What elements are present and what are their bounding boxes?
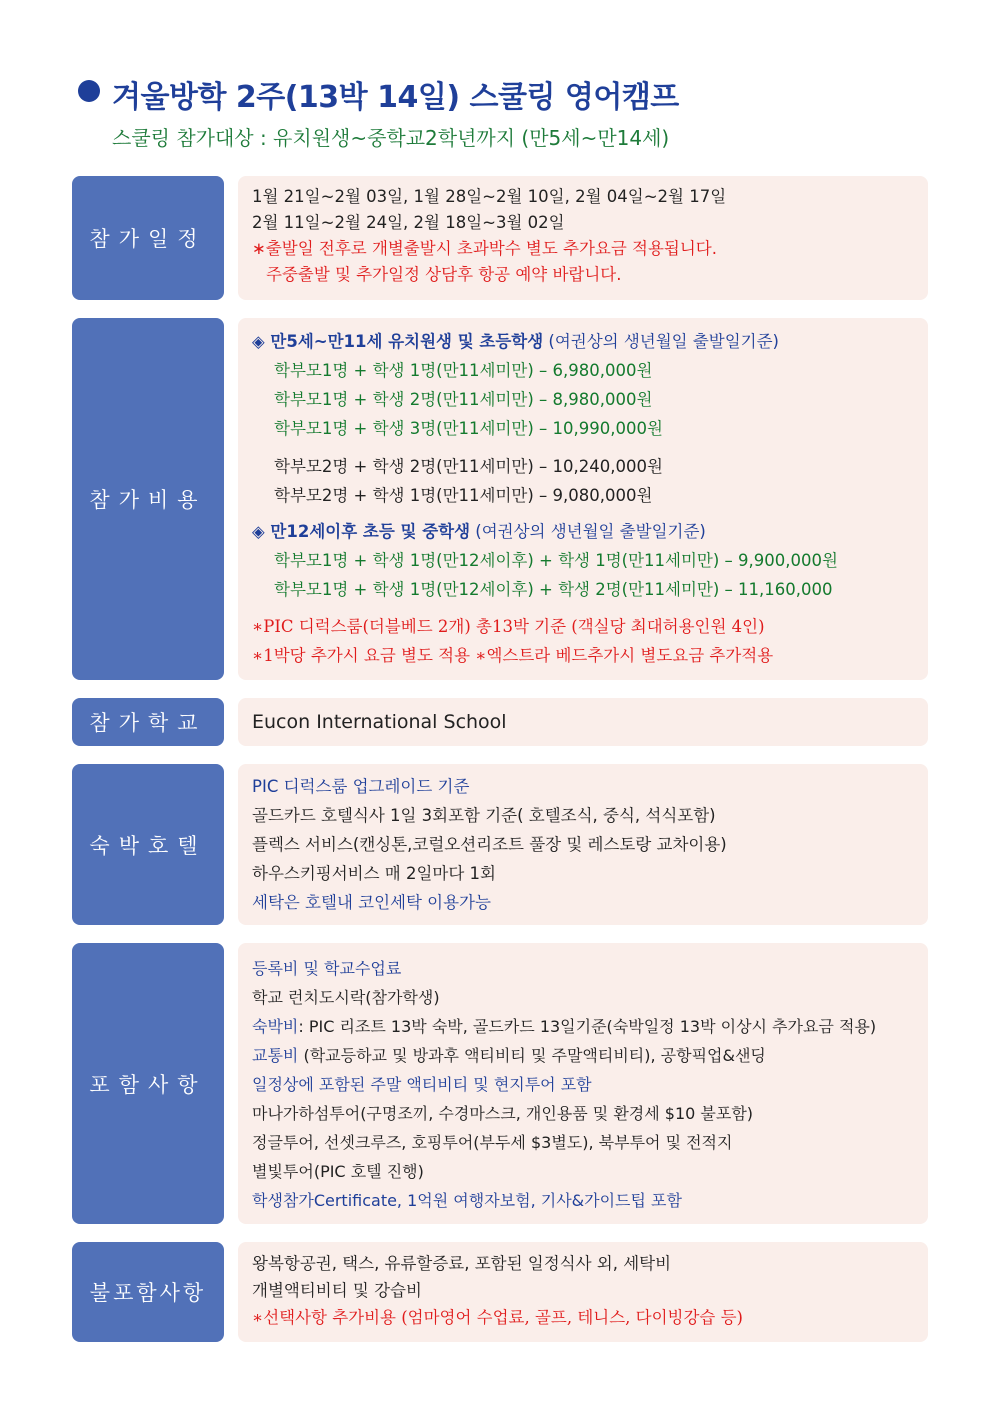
cost-group1-note: (여권상의 생년월일 출발일기준) [543,332,779,351]
cost-group2-title: ◈ 만12세이후 초등 및 중학생 [252,522,471,541]
cost-section [72,318,928,680]
cost-item: 학부모1명 + 학생 1명(만12세이후) + 학생 1명(만11세미만) – 9,900,000원 [274,551,838,570]
cost-item: 학부모2명 + 학생 2명(만11세미만) – 10,240,000원 [274,457,663,476]
cost-item: 학부모2명 + 학생 1명(만11세미만) – 9,080,000원 [274,486,653,505]
cost-content [238,318,928,680]
hotel-label: 숙박호텔 [72,764,224,925]
excluded-section [72,1242,928,1342]
included-line: 마나가하섬투어(구명조끼, 수경마스크, 개인용품 및 환경세 $10 불포함) [252,1104,754,1123]
included-accommodation-head: 숙박비 [252,1017,299,1036]
cost-label: 참가비용 [72,318,224,680]
included-line: 별빛투어(PIC 호텔 진행) [252,1162,424,1181]
cost-note: ∗1박당 추가시 요금 별도 적용 ∗엑스트라 베드추가시 별도요금 추가적용 [252,646,774,665]
included-accommodation-text: : PIC 리조트 13박 숙박, 골드카드 13일기준(숙박일정 13박 이상시 추가요금 적용) [298,1017,877,1036]
cost-group2-heading [252,517,914,546]
excluded-line: 개별액티비티 및 강습비 [252,1281,422,1300]
schedule-label: 참가일정 [72,176,224,300]
hotel-line: 하우스키핑서비스 매 2일마다 1회 [252,864,496,883]
included-section [72,943,928,1224]
included-line: 등록비 및 학교수업료 [252,959,402,978]
school-content [238,698,928,746]
page-title: 겨울방학 2주(13박 14일) 스쿨링 영어캠프 [112,80,679,115]
included-line: 일정상에 포함된 주말 액티비티 및 현지투어 포함 [252,1075,592,1094]
cost-group1-title: ◈ 만5세~만11세 유치원생 및 초등학생 [252,332,544,351]
bullet-dot-icon [78,80,100,102]
included-line: 학생참가Certificate, 1억원 여행자보험, 기사&가이드팁 포함 [252,1191,682,1210]
school-label: 참가학교 [72,698,224,746]
schedule-content [238,176,928,300]
schedule-dates-line: 2월 11일~2월 24일, 2월 18일~3월 02일 [252,213,565,232]
cost-item: 학부모1명 + 학생 2명(만11세미만) – 8,980,000원 [274,390,653,409]
included-line: 정글투어, 선셋크루즈, 호핑투어(부두세 $3별도), 북부투어 및 전적지 [252,1133,733,1152]
excluded-note: ∗선택사항 추가비용 (엄마영어 수업료, 골프, 테니스, 다이빙강습 등) [252,1308,743,1327]
hotel-section [72,764,928,925]
cost-item: 학부모1명 + 학생 1명(만11세미만) – 6,980,000원 [274,361,653,380]
page-subtitle: 스쿨링 참가대상 : 유치원생~중학교2학년까지 (만5세~만14세) [112,126,670,150]
included-line: 학교 런치도시락(참가학생) [252,988,440,1007]
schedule-dates-line: 1월 21일~2월 03일, 1월 28일~2월 10일, 2월 04일~2월 17일 [252,187,727,206]
schedule-note: 주중출발 및 추가일정 상담후 항공 예약 바랍니다. [266,265,622,284]
excluded-line: 왕복항공권, 택스, 유류할증료, 포함된 일정식사 외, 세탁비 [252,1254,672,1273]
schedule-section [72,176,928,300]
school-section [72,698,928,746]
hotel-line: 세탁은 호텔내 코인세탁 이용가능 [252,893,491,912]
cost-group1-heading [252,327,914,356]
included-label: 포함사항 [72,943,224,1224]
excluded-content [238,1242,928,1342]
school-name: Eucon International School [252,710,507,733]
cost-item: 학부모1명 + 학생 1명(만12세이후) + 학생 2명(만11세미만) – 11,160,000 [274,580,833,599]
hotel-line: PIC 디럭스룸 업그레이드 기준 [252,777,470,796]
excluded-label: 불포함사항 [72,1242,224,1342]
schedule-note: ∗출발일 전후로 개별출발시 초과박수 별도 추가요금 적용됩니다. [252,239,717,258]
included-transport-text: (학교등하교 및 방과후 액티비티 및 주말액티비티), 공항픽업&샌딩 [298,1046,766,1065]
hotel-line: 골드카드 호텔식사 1일 3회포함 기준( 호텔조식, 중식, 석식포함) [252,806,716,825]
included-transport-head: 교통비 [252,1046,299,1065]
hotel-line: 플렉스 서비스(캔싱톤,코럴오션리조트 풀장 및 레스토랑 교차이용) [252,835,727,854]
cost-item: 학부모1명 + 학생 3명(만11세미만) – 10,990,000원 [274,419,663,438]
cost-group2-note: (여권상의 생년월일 출발일기준) [470,522,706,541]
included-content [238,943,928,1224]
hotel-content [238,764,928,925]
included-line [252,1012,914,1041]
included-line [252,1041,914,1070]
cost-note: ∗PIC 디럭스룸(더블베드 2개) 총13박 기준 (객실당 최대허용인원 4인) [252,617,765,636]
